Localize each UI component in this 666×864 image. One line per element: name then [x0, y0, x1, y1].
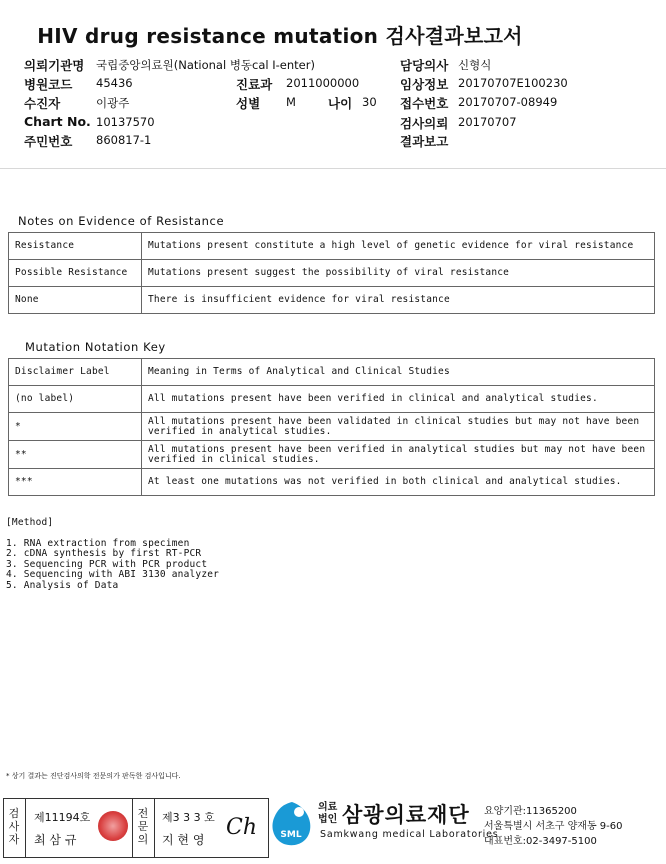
sex-label: 성별 — [236, 96, 261, 111]
key-row — [9, 359, 655, 386]
key-text: At least one mutations was not verified in both clinical and analytical studies. — [142, 469, 655, 496]
key-label: Disclaimer Label — [9, 359, 142, 386]
method-step: 3. Sequencing PCR with PCR product — [6, 558, 208, 570]
notes-text: Mutations present constitute a high level of genetic evidence for viral resistance — [142, 233, 655, 260]
report-label: 결과보고 — [400, 134, 449, 149]
notes-table — [8, 232, 655, 314]
patient-value: 이광주 — [96, 96, 130, 110]
notes-row — [9, 233, 655, 260]
institution-value: 국립중앙의료원(National 병동cal I-enter) — [96, 58, 315, 72]
company-english-name: Samkwang medical Laboratories — [320, 829, 499, 840]
method-step: 1. RNA extraction from specimen — [6, 537, 190, 549]
key-row — [9, 441, 655, 469]
dept-value: 2011000000 — [286, 76, 360, 90]
footnote: * 상기 결과는 진단검사의학 전문의가 판독한 검사입니다. — [6, 772, 181, 780]
doctor-label: 담당의사 — [400, 58, 449, 73]
sml-logo-icon — [270, 800, 314, 848]
specialist-vertical-label: 전 문 의 — [137, 807, 149, 846]
doctor-value: 신형식 — [458, 58, 492, 72]
key-text: All mutations present have been verified in analytical studies but may not have been verified in clinical studies. — [142, 441, 655, 469]
hospital-code-label: 병원코드 — [24, 77, 73, 92]
method-step: 5. Analysis of Data — [6, 579, 119, 591]
clinical-info-label: 임상정보 — [400, 77, 449, 92]
divider — [25, 799, 26, 857]
request-value: 20170707 — [458, 115, 517, 129]
hospital-code-value: 45436 — [96, 76, 133, 90]
chart-no-label: Chart No. — [24, 114, 91, 129]
method-section — [6, 518, 219, 591]
specialist-name: 지 현 영 — [162, 833, 205, 847]
company-prefix: 의료 법인 — [318, 802, 338, 825]
key-row — [9, 386, 655, 413]
divider — [132, 799, 133, 857]
key-text: All mutations present have been verified in clinical and analytical studies. — [142, 386, 655, 413]
specialist-number: 제3 3 3 호 — [162, 811, 215, 824]
key-text: All mutations present have been validated in clinical studies but may not have been verified in analytical studies. — [142, 413, 655, 441]
header-divider — [0, 168, 666, 169]
method-heading: [Method] — [6, 517, 54, 528]
clinical-info-value: 20170707E100230 — [458, 76, 568, 90]
notes-row — [9, 260, 655, 287]
dept-label: 진료과 — [236, 77, 273, 92]
key-section-title: Mutation Notation Key — [25, 340, 166, 354]
key-label: *** — [9, 469, 142, 496]
id-number-value: 860817-1 — [96, 133, 152, 147]
id-number-label: 주민번호 — [24, 134, 73, 149]
key-row — [9, 413, 655, 441]
examiner-vertical-label: 검 사 자 — [8, 807, 20, 846]
notes-label: None — [9, 287, 142, 314]
key-label: (no label) — [9, 386, 142, 413]
divider — [154, 799, 155, 857]
key-text: Meaning in Terms of Analytical and Clinical Studies — [142, 359, 655, 386]
receipt-value: 20170707-08949 — [458, 95, 558, 109]
receipt-label: 접수번호 — [400, 96, 449, 111]
examiner-number: 제11194호 — [34, 811, 91, 824]
notes-section-title: Notes on Evidence of Resistance — [18, 214, 225, 228]
company-phone: 대표번호:02-3497-5100 — [484, 836, 597, 847]
report-title: HIV drug resistance mutation 검사결과보고서 — [37, 24, 523, 48]
notes-text: Mutations present suggest the possibility of viral resistance — [142, 260, 655, 287]
notes-label: Resistance — [9, 233, 142, 260]
sex-value: M — [286, 95, 296, 109]
age-label: 나이 — [328, 96, 353, 111]
institution-label: 의뢰기관명 — [24, 58, 85, 73]
chart-no-value: 10137570 — [96, 115, 155, 129]
method-step: 2. cDNA synthesis by first RT-PCR — [6, 548, 202, 559]
notes-label: Possible Resistance — [9, 260, 142, 287]
signature-box — [3, 798, 269, 858]
logo-text: SML — [280, 830, 302, 840]
patient-label: 수진자 — [24, 96, 61, 111]
notes-text: There is insufficient evidence for viral resistance — [142, 287, 655, 314]
request-label: 검사의뢰 — [400, 116, 449, 131]
key-table — [8, 358, 655, 496]
age-value: 30 — [362, 95, 377, 109]
org-code: 요양기관:11365200 — [484, 806, 577, 817]
method-step: 4. Sequencing with ABI 3130 analyzer — [6, 569, 220, 580]
signature: Ch — [226, 815, 258, 840]
examiner-name: 최 삼 규 — [34, 833, 77, 847]
company-address: 서울특별시 서초구 양재동 9-60 — [484, 821, 623, 832]
key-row — [9, 469, 655, 496]
key-label: ** — [9, 441, 142, 469]
notes-row — [9, 287, 655, 314]
key-label: * — [9, 413, 142, 441]
examiner-seal-icon — [98, 811, 128, 841]
company-name: 삼광의료재단 — [342, 803, 470, 827]
